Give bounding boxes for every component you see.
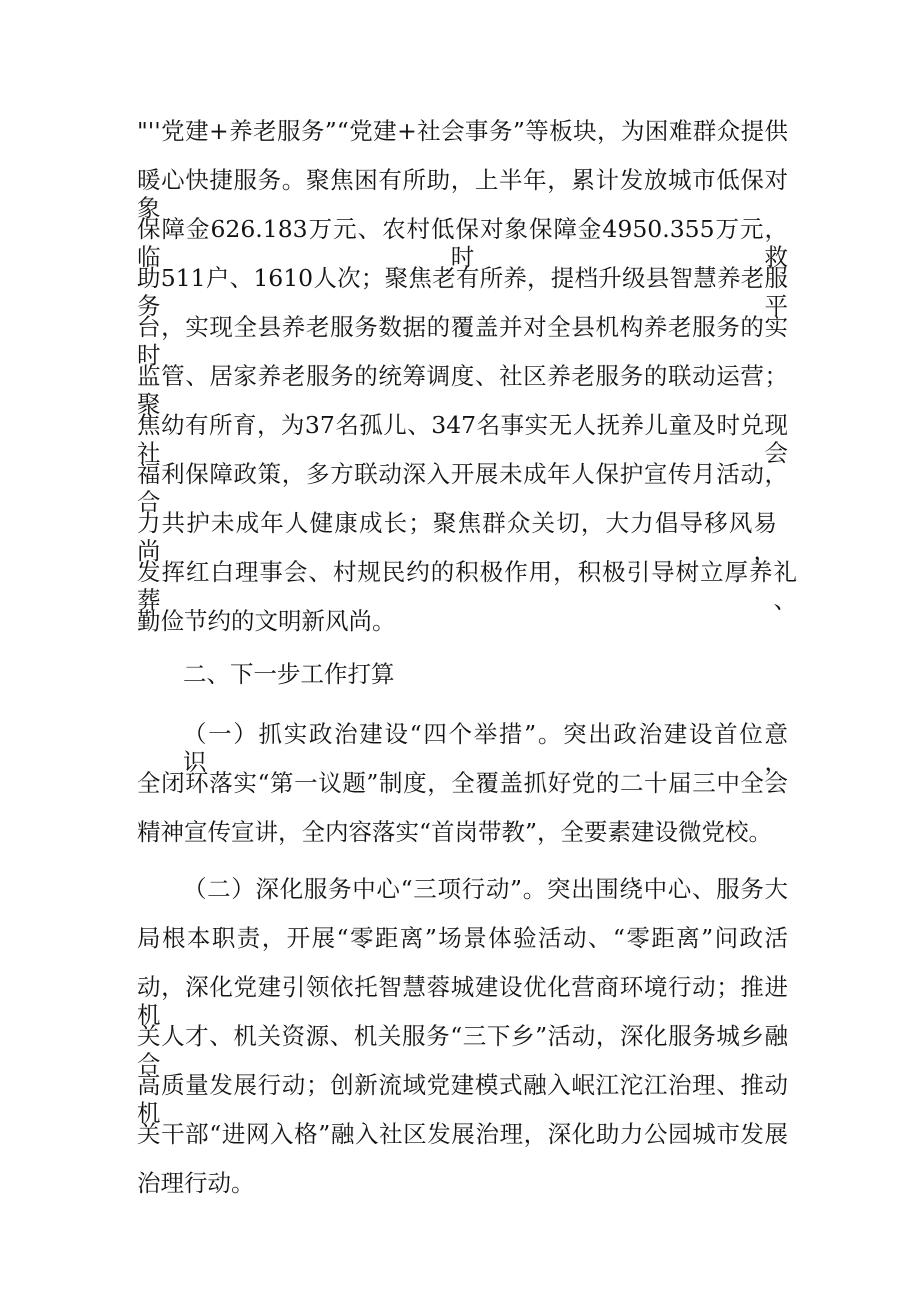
text-line: 监管、居家养老服务的统筹调度、社区养老服务的联动运营；聚 <box>137 362 788 418</box>
text-line: "''党建+养老服务”“党建+社会事务”等板块，为困难群众提供 <box>137 117 788 145</box>
text-line: 福利保障政策，多方联动深入开展未成年人保护宣传月活动，合 <box>137 460 788 516</box>
text-line: 全闭环落实“第一议题”制度，全覆盖抓好党的二十届三中全会 <box>137 769 788 797</box>
text-line: 精神宣传宣讲，全内容落实“首岗带教”，全要素建设微党校。 <box>137 818 773 846</box>
text-line: 力共护未成年人健康成长；聚焦群众关切，大力倡导移风易尚， <box>137 509 777 565</box>
text-line: 高质量发展行动；创新流域党建模式融入岷江沱江治理、推动机 <box>137 1071 788 1127</box>
text-line: 关人才、机关资源、机关服务“三下乡”活动，深化服务城乡融合 <box>137 1022 788 1078</box>
text-line: 勤俭节约的文明新风尚。 <box>137 607 396 635</box>
text-line: （二）深化服务中心“三项行动”。突出围绕中心、服务大 <box>183 875 788 903</box>
text-line: （一）抓实政治建设“四个举措”。突出政治建设首位意识， <box>183 720 788 776</box>
section-heading: 二、下一步工作打算 <box>183 660 395 688</box>
text-line: 治理行动。 <box>137 1169 255 1197</box>
text-line: 焦幼有所育，为37名孤儿、347名事实无人抚养儿童及时兑现社会 <box>137 411 788 467</box>
text-line: 保障金626.183万元、农村低保对象保障金4950.355万元，临时救 <box>137 215 788 271</box>
text-line: 动，深化党建引领依托智慧蓉城建设优化营商环境行动；推进机 <box>137 973 788 1029</box>
text-line: 暖心快捷服务。聚焦困有所助，上半年，累计发放城市低保对象 <box>137 166 788 222</box>
text-line: 台，实现全县养老服务数据的覆盖并对全县机构养老服务的实时 <box>137 313 788 369</box>
text-line: 助511户、1610人次；聚焦老有所养，提档升级县智慧养老服务平 <box>137 264 788 320</box>
text-line: 发挥红白理事会、村规民约的积极作用，积极引导树立厚养礼葬、 <box>137 558 797 614</box>
text-line: 关干部“进网入格”融入社区发展治理，深化助力公园城市发展 <box>137 1120 788 1148</box>
text-line: 局根本职责，开展“零距离”场景体验活动、“零距离”问政活 <box>137 924 788 952</box>
